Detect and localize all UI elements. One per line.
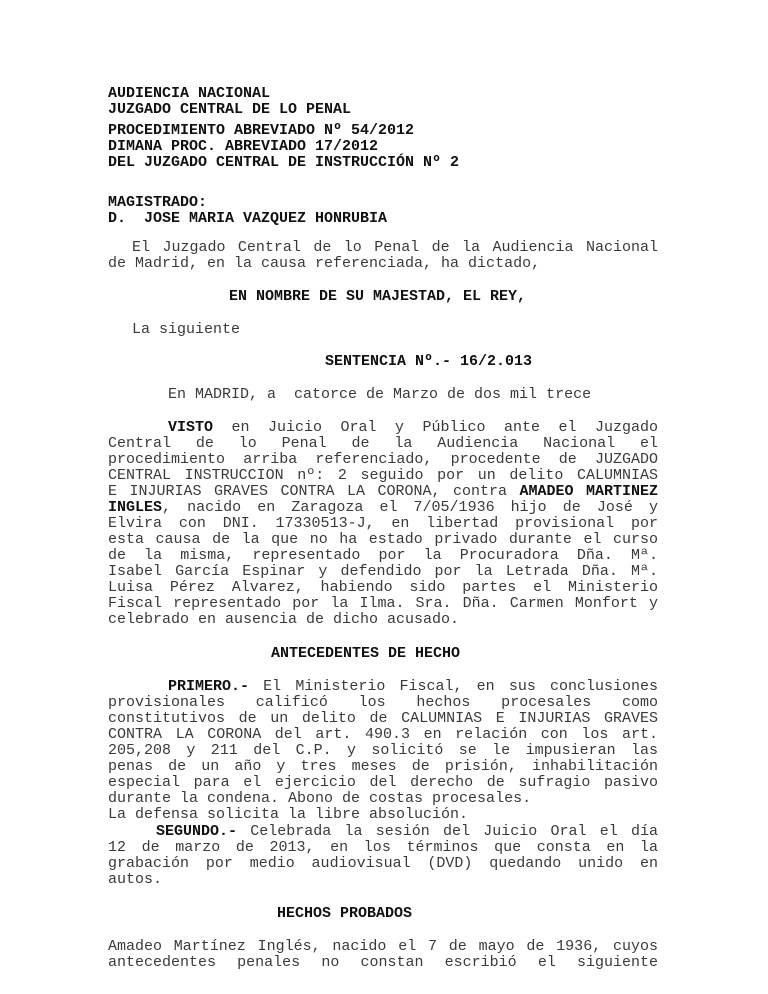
primero-line: constitutivos de un delito de CALUMNIAS E INJURIAS GRAVES (108, 710, 658, 727)
segundo-line (156, 824, 658, 840)
visto-line: de la misma, representado por la Procuradora Dña. Mª. (108, 547, 658, 564)
visto-line (168, 420, 658, 436)
segundo-line: 12 de marzo de 2013, en los términos que consta en la (108, 839, 658, 856)
visto-line (108, 500, 658, 516)
text: , nacido en Zaragoza el 7/05/1936 hijo de José y (162, 499, 658, 516)
text: E INJURIAS GRAVES CONTRA LA CORONA, contra (108, 483, 507, 500)
primero-label: PRIMERO.- (168, 678, 250, 695)
intro-line: El Juzgado Central de lo Penal de la Audiencia Nacional (132, 239, 658, 256)
text: El Ministerio Fiscal, en sus conclusiones (249, 678, 658, 695)
visto-line: Fiscal representado por la Ilma. Sra. Dña. Carmen Monfort y (108, 595, 658, 612)
accused-name: INGLES (108, 499, 163, 516)
segundo-label: SEGUNDO.- (156, 823, 238, 840)
la-siguiente: La siguiente (132, 321, 241, 338)
visto-line: celebrado en ausencia de dicho acusado. (108, 611, 460, 628)
segundo-line: autos. (108, 871, 163, 888)
procedure-number: PROCEDIMIENTO ABREVIADO Nº 54/2012 (108, 122, 415, 139)
hechos-line: Amadeo Martínez Inglés, nacido el 7 de mayo de 1936, cuyos (108, 938, 658, 955)
visto-line: esta causa de la que no ha estado privado durante el curso (108, 531, 658, 548)
visto-line: CENTRAL INSTRUCCION nº: 2 seguido por un delito CALUMNIAS (108, 467, 658, 484)
visto-line: Isabel García Espinar y defendido por la Letrada Dña. Mª. (108, 563, 658, 580)
judge-label: MAGISTRADO: (108, 194, 208, 211)
hechos-line: antecedentes penales no constan escribió el siguiente (108, 954, 658, 971)
procedure-origin: DIMANA PROC. ABREVIADO 17/2012 (108, 138, 379, 155)
court-name: AUDIENCIA NACIONAL (108, 85, 271, 102)
visto-line: procedimiento arriba referenciado, procedente de JUZGADO (108, 451, 658, 468)
primero-line: provisionales calificó los hechos procesales como (108, 694, 658, 711)
visto-line: Luisa Pérez Alvarez, habiendo sido partes el Ministerio (108, 579, 658, 596)
section-heading-hechos: HECHOS PROBADOS (277, 905, 413, 922)
visto-label: VISTO (168, 419, 214, 436)
place-date: En MADRID, a catorce de Marzo de dos mil trece (168, 386, 592, 403)
primero-line: penas de un año y tres meses de prisión, inhabilitación (108, 758, 658, 775)
section-heading-antecedentes: ANTECEDENTES DE HECHO (271, 645, 461, 662)
primero-line: La defensa solicita la libre absolución. (108, 806, 469, 823)
origin-court: DEL JUZGADO CENTRAL DE INSTRUCCIÓN Nº 2 (108, 154, 460, 171)
primero-line: 205,208 y 211 del C.P. y solicitó se le impusieran las (108, 742, 658, 759)
judge-name: D. JOSE MARIA VAZQUEZ HONRUBIA (108, 210, 388, 227)
primero-line: durante la condena. Abono de costas procesales. (108, 790, 532, 807)
primero-line: especial para el ejercicio del derecho de sufragio pasivo (108, 774, 658, 791)
visto-line: Central de lo Penal de la Audiencia Nacional el (108, 435, 658, 452)
accused-name: AMADEO MARTINEZ (519, 483, 658, 500)
visto-line: Elvira con DNI. 17330513-J, en libertad provisional por (108, 515, 658, 532)
intro-line: de Madrid, en la causa referenciada, ha dictado, (108, 255, 541, 272)
royal-formula: EN NOMBRE DE SU MAJESTAD, EL REY, (229, 288, 527, 305)
primero-line: CONTRA LA CORONA del art. 490.3 en relación con los art. (108, 726, 658, 743)
text: Celebrada la sesión del Juicio Oral el día (237, 823, 658, 840)
visto-line (108, 484, 658, 500)
court-section: JUZGADO CENTRAL DE LO PENAL (108, 101, 352, 118)
text: en Juicio Oral y Público ante el Juzgado (213, 419, 658, 436)
sentence-title: SENTENCIA Nº.- 16/2.013 (325, 353, 533, 370)
primero-line (168, 679, 658, 695)
segundo-line: grabación por medio audiovisual (DVD) quedando unido en (108, 855, 658, 872)
